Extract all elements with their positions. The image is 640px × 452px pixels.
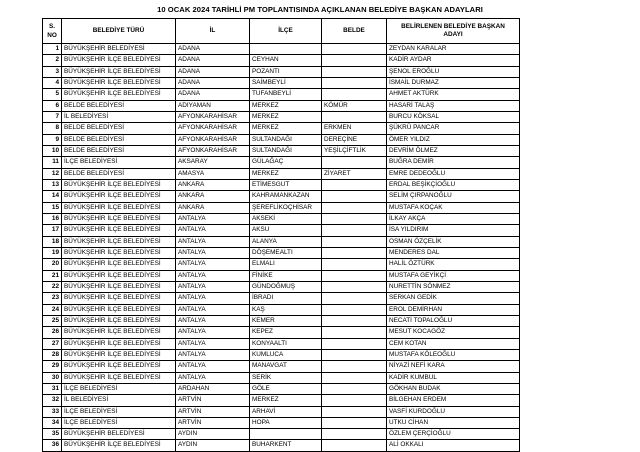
cell-aday: ÖZLEM ÇERÇİOĞLU [387, 429, 520, 440]
cell-aday: İLKAY AKÇA [387, 213, 520, 224]
cell-belediye-turu: BELDE BELEDİYESİ [62, 145, 176, 156]
table-row [43, 304, 520, 315]
cell-aday: MENDERES DAL [387, 247, 520, 258]
cell-belde [322, 89, 387, 100]
cell-aday: ERDAL BEŞİKÇİOĞLU [387, 179, 520, 190]
cell-belde [322, 259, 387, 270]
table-row [43, 383, 520, 394]
cell-belde [322, 191, 387, 202]
cell-belediye-turu: BÜYÜKŞEHİR BELEDİYESİ [62, 429, 176, 440]
cell-sira-no: 11 [43, 157, 62, 168]
cell-belediye-turu: BÜYÜKŞEHİR İLÇE BELEDİYESİ [62, 55, 176, 66]
cell-belediye-turu: İLÇE BELEDİYESİ [62, 406, 176, 417]
cell-aday: SELİM ÇIRPANOĞLU [387, 191, 520, 202]
column-header-sira-no [43, 19, 62, 44]
cell-belediye-turu: İLÇE BELEDİYESİ [62, 383, 176, 394]
cell-belde [322, 225, 387, 236]
cell-il: AYDIN [176, 429, 250, 440]
table-row [43, 259, 520, 270]
cell-belde [322, 270, 387, 281]
cell-sira-no: 15 [43, 202, 62, 213]
cell-belde [322, 406, 387, 417]
cell-ilce: AKSU [250, 225, 322, 236]
cell-il: ANTALYA [176, 259, 250, 270]
cell-il: ANTALYA [176, 247, 250, 258]
cell-sira-no: 31 [43, 383, 62, 394]
cell-belediye-turu: BÜYÜKŞEHİR İLÇE BELEDİYESİ [62, 213, 176, 224]
cell-il: AYDIN [176, 440, 250, 451]
cell-aday: SERKAN GEDİK [387, 293, 520, 304]
cell-ilce: CEYHAN [250, 55, 322, 66]
cell-belde [322, 338, 387, 349]
cell-aday: EMRE DEDEOĞLU [387, 168, 520, 179]
cell-belediye-turu: BÜYÜKŞEHİR İLÇE BELEDİYESİ [62, 191, 176, 202]
cell-belediye-turu: BÜYÜKŞEHİR İLÇE BELEDİYESİ [62, 77, 176, 88]
column-header-belde: BELDE [322, 19, 387, 44]
cell-sira-no: 25 [43, 315, 62, 326]
table-row [43, 55, 520, 66]
cell-ilce: AKSEKİ [250, 213, 322, 224]
cell-aday: DEVRİM ÖLMEZ [387, 145, 520, 156]
cell-ilce: ETİMESGUT [250, 179, 322, 190]
cell-belediye-turu: BÜYÜKŞEHİR BELEDİYESİ [62, 44, 176, 55]
cell-aday: ÖMER YILDIZ [387, 134, 520, 145]
column-header-aday-line1: BELİRLENEN BELEDİYE BAŞKAN [401, 22, 505, 30]
cell-belediye-turu: İLÇE BELEDİYESİ [62, 157, 176, 168]
cell-sira-no: 17 [43, 225, 62, 236]
cell-il: ANKARA [176, 191, 250, 202]
table-row [43, 191, 520, 202]
cell-belediye-turu: BELDE BELEDİYESİ [62, 123, 176, 134]
table-row [43, 111, 520, 122]
cell-belediye-turu: BÜYÜKŞEHİR İLÇE BELEDİYESİ [62, 338, 176, 349]
cell-sira-no: 22 [43, 281, 62, 292]
cell-belde [322, 157, 387, 168]
cell-belde [322, 429, 387, 440]
table-row [43, 293, 520, 304]
table-row [43, 417, 520, 428]
cell-ilce: HOPA [250, 417, 322, 428]
column-header-il: İL [176, 19, 250, 44]
cell-aday: MUSTAFA KOÇAK [387, 202, 520, 213]
cell-belde [322, 293, 387, 304]
cell-sira-no: 34 [43, 417, 62, 428]
cell-ilce: ALANYA [250, 236, 322, 247]
table-row [43, 123, 520, 134]
cell-il: AFYONKARAHİSAR [176, 145, 250, 156]
cell-belediye-turu: BÜYÜKŞEHİR İLÇE BELEDİYESİ [62, 361, 176, 372]
cell-sira-no: 35 [43, 429, 62, 440]
table-row [43, 406, 520, 417]
table-row [43, 100, 520, 111]
cell-il: ANTALYA [176, 236, 250, 247]
cell-belediye-turu: BÜYÜKŞEHİR İLÇE BELEDİYESİ [62, 293, 176, 304]
cell-ilce: SAİMBEYLİ [250, 77, 322, 88]
cell-sira-no: 32 [43, 395, 62, 406]
cell-il: ADANA [176, 89, 250, 100]
table-row [43, 270, 520, 281]
cell-il: AKSARAY [176, 157, 250, 168]
table-row [43, 372, 520, 383]
table-row [43, 349, 520, 360]
cell-sira-no: 33 [43, 406, 62, 417]
cell-aday: ŞENOL EROĞLU [387, 66, 520, 77]
cell-sira-no: 2 [43, 55, 62, 66]
cell-ilce: KAHRAMANKAZAN [250, 191, 322, 202]
cell-ilce: SERİK [250, 372, 322, 383]
table-row [43, 281, 520, 292]
cell-belde [322, 281, 387, 292]
cell-il: ARTVİN [176, 395, 250, 406]
cell-il: ANTALYA [176, 213, 250, 224]
cell-belde [322, 395, 387, 406]
cell-belediye-turu: BÜYÜKŞEHİR İLÇE BELEDİYESİ [62, 89, 176, 100]
cell-belediye-turu: İLÇE BELEDİYESİ [62, 417, 176, 428]
table-row [43, 145, 520, 156]
cell-aday: NİYAZİ NEFİ KARA [387, 361, 520, 372]
cell-ilce: GÖLE [250, 383, 322, 394]
table-row [43, 225, 520, 236]
cell-belde [322, 77, 387, 88]
cell-aday: MESUT KOCAGÖZ [387, 327, 520, 338]
cell-sira-no: 5 [43, 89, 62, 100]
cell-sira-no: 29 [43, 361, 62, 372]
cell-belediye-turu: İL BELEDİYESİ [62, 395, 176, 406]
cell-sira-no: 28 [43, 349, 62, 360]
cell-belde [322, 55, 387, 66]
cell-belediye-turu: BÜYÜKŞEHİR İLÇE BELEDİYESİ [62, 66, 176, 77]
cell-il: ANTALYA [176, 338, 250, 349]
cell-ilce: BUHARKENT [250, 440, 322, 451]
cell-ilce: ELMALI [250, 259, 322, 270]
cell-il: ANKARA [176, 179, 250, 190]
cell-il: AFYONKARAHİSAR [176, 123, 250, 134]
cell-sira-no: 4 [43, 77, 62, 88]
cell-sira-no: 3 [43, 66, 62, 77]
cell-belediye-turu: BÜYÜKŞEHİR İLÇE BELEDİYESİ [62, 270, 176, 281]
cell-aday: MUSTAFA GEYİKÇİ [387, 270, 520, 281]
cell-belediye-turu: BÜYÜKŞEHİR İLÇE BELEDİYESİ [62, 372, 176, 383]
cell-il: AMASYA [176, 168, 250, 179]
cell-sira-no: 16 [43, 213, 62, 224]
cell-il: ANTALYA [176, 349, 250, 360]
table-row [43, 89, 520, 100]
cell-sira-no: 24 [43, 304, 62, 315]
cell-aday: HASARİ TALAŞ [387, 100, 520, 111]
cell-belde: DEREÇİNE [322, 134, 387, 145]
cell-il: AFYONKARAHİSAR [176, 111, 250, 122]
cell-aday: AHMET AKTÜRK [387, 89, 520, 100]
cell-ilce: DÖŞEMEALTI [250, 247, 322, 258]
cell-sira-no: 20 [43, 259, 62, 270]
table-row [43, 77, 520, 88]
table-row [43, 338, 520, 349]
cell-il: ARTVİN [176, 417, 250, 428]
cell-belde [322, 315, 387, 326]
cell-ilce: SULTANDAĞI [250, 134, 322, 145]
cell-il: ADANA [176, 44, 250, 55]
table-row [43, 179, 520, 190]
cell-aday: MUSTAFA KÖLEOĞLU [387, 349, 520, 360]
cell-il: ANTALYA [176, 327, 250, 338]
cell-belediye-turu: BÜYÜKŞEHİR İLÇE BELEDİYESİ [62, 259, 176, 270]
cell-belde [322, 372, 387, 383]
cell-aday: KADİR KUMBUL [387, 372, 520, 383]
table-header-row [43, 19, 520, 44]
page-title: 10 OCAK 2024 TARİHLİ PM TOPLANTISINDA AÇIKLANAN BELEDİYE BAŞKAN ADAYLARI [157, 5, 483, 14]
candidates-table [42, 18, 520, 452]
cell-il: ADIYAMAN [176, 100, 250, 111]
cell-aday: GÖKHAN BUDAK [387, 383, 520, 394]
table-header [43, 19, 520, 44]
cell-il: ANTALYA [176, 315, 250, 326]
cell-aday: KADİR AYDAR [387, 55, 520, 66]
cell-belde: ERKMEN [322, 123, 387, 134]
cell-belde [322, 213, 387, 224]
table-row [43, 440, 520, 451]
cell-ilce [250, 44, 322, 55]
table-row [43, 361, 520, 372]
cell-il: ANTALYA [176, 304, 250, 315]
cell-aday: UTKU CİHAN [387, 417, 520, 428]
cell-sira-no: 27 [43, 338, 62, 349]
table-row [43, 157, 520, 168]
cell-sira-no: 18 [43, 236, 62, 247]
cell-belediye-turu: BÜYÜKŞEHİR İLÇE BELEDİYESİ [62, 225, 176, 236]
cell-il: ANKARA [176, 202, 250, 213]
cell-ilce: KAŞ [250, 304, 322, 315]
cell-aday: İSMAİL DURMAZ [387, 77, 520, 88]
cell-aday: BİLGEHAN ERDEM [387, 395, 520, 406]
cell-belediye-turu: BELDE BELEDİYESİ [62, 168, 176, 179]
cell-belediye-turu: İL BELEDİYESİ [62, 111, 176, 122]
cell-aday: HALİL ÖZTÜRK [387, 259, 520, 270]
cell-belde [322, 111, 387, 122]
cell-il: ANTALYA [176, 372, 250, 383]
cell-belde [322, 327, 387, 338]
cell-belediye-turu: BELDE BELEDİYESİ [62, 100, 176, 111]
cell-il: ANTALYA [176, 281, 250, 292]
cell-il: ARTVİN [176, 406, 250, 417]
cell-belediye-turu: BÜYÜKŞEHİR İLÇE BELEDİYESİ [62, 315, 176, 326]
cell-aday: İSA YILDIRIM [387, 225, 520, 236]
cell-sira-no: 6 [43, 100, 62, 111]
column-header-sira-no-line1: S. [48, 23, 56, 30]
cell-il: ADANA [176, 66, 250, 77]
cell-ilce: ARHAVİ [250, 406, 322, 417]
cell-aday: NECATİ TOPALOĞLU [387, 315, 520, 326]
column-header-sira-no-line2: NO [47, 32, 57, 39]
cell-belde [322, 236, 387, 247]
cell-sira-no: 9 [43, 134, 62, 145]
cell-ilce: GÜLAĞAÇ [250, 157, 322, 168]
cell-aday: ŞÜKRÜ PANCAR [387, 123, 520, 134]
cell-sira-no: 23 [43, 293, 62, 304]
cell-ilce: MERKEZ [250, 168, 322, 179]
table-row [43, 134, 520, 145]
cell-belediye-turu: BÜYÜKŞEHİR İLÇE BELEDİYESİ [62, 179, 176, 190]
cell-ilce [250, 429, 322, 440]
cell-sira-no: 19 [43, 247, 62, 258]
cell-belde: YEŞİLÇİFTLİK [322, 145, 387, 156]
cell-ilce: KEPEZ [250, 327, 322, 338]
column-header-aday [387, 19, 520, 44]
cell-sira-no: 21 [43, 270, 62, 281]
cell-ilce: İBRADI [250, 293, 322, 304]
cell-belediye-turu: BÜYÜKŞEHİR İLÇE BELEDİYESİ [62, 202, 176, 213]
cell-il: ANTALYA [176, 225, 250, 236]
column-header-ilce: İLÇE [250, 19, 322, 44]
cell-ilce: FİNİKE [250, 270, 322, 281]
table-row [43, 236, 520, 247]
cell-il: ARDAHAN [176, 383, 250, 394]
cell-ilce: GÜNDOĞMUŞ [250, 281, 322, 292]
cell-il: ADANA [176, 77, 250, 88]
cell-belediye-turu: BÜYÜKŞEHİR İLÇE BELEDİYESİ [62, 327, 176, 338]
column-header-aday-line2: ADAYI [443, 31, 463, 38]
cell-belediye-turu: BÜYÜKŞEHİR İLÇE BELEDİYESİ [62, 349, 176, 360]
cell-il: ANTALYA [176, 361, 250, 372]
cell-belde: ZİYARET [322, 168, 387, 179]
cell-belde [322, 247, 387, 258]
cell-belde [322, 44, 387, 55]
cell-belediye-turu: BÜYÜKŞEHİR İLÇE BELEDİYESİ [62, 304, 176, 315]
table-row [43, 315, 520, 326]
table-row [43, 327, 520, 338]
column-header-belediye-turu: BELEDİYE TÜRÜ [62, 19, 176, 44]
cell-aday: EROL DEMİRHAN [387, 304, 520, 315]
cell-il: ANTALYA [176, 293, 250, 304]
cell-belediye-turu: BELDE BELEDİYESİ [62, 134, 176, 145]
cell-belde: KÖMÜR [322, 100, 387, 111]
cell-sira-no: 7 [43, 111, 62, 122]
cell-belde [322, 349, 387, 360]
cell-aday: VASFİ KURDOĞLU [387, 406, 520, 417]
table-row [43, 213, 520, 224]
cell-sira-no: 13 [43, 179, 62, 190]
cell-il: ADANA [176, 55, 250, 66]
table-body [43, 44, 520, 452]
cell-belde [322, 440, 387, 451]
cell-sira-no: 36 [43, 440, 62, 451]
table-row [43, 168, 520, 179]
cell-belde [322, 417, 387, 428]
cell-belediye-turu: BÜYÜKŞEHİR İLÇE BELEDİYESİ [62, 281, 176, 292]
cell-ilce: TUFANBEYLİ [250, 89, 322, 100]
cell-sira-no: 12 [43, 168, 62, 179]
cell-sira-no: 14 [43, 191, 62, 202]
cell-sira-no: 1 [43, 44, 62, 55]
cell-il: ANTALYA [176, 270, 250, 281]
cell-ilce: KEMER [250, 315, 322, 326]
cell-belediye-turu: BÜYÜKŞEHİR İLÇE BELEDİYESİ [62, 247, 176, 258]
cell-ilce: MERKEZ [250, 100, 322, 111]
cell-ilce: MERKEZ [250, 395, 322, 406]
table-row [43, 395, 520, 406]
table-row [43, 66, 520, 77]
cell-belde [322, 361, 387, 372]
cell-belde [322, 304, 387, 315]
cell-aday: NURETTİN SÖNMEZ [387, 281, 520, 292]
cell-belediye-turu: BÜYÜKŞEHİR İLÇE BELEDİYESİ [62, 440, 176, 451]
table-row [43, 247, 520, 258]
cell-belediye-turu: BÜYÜKŞEHİR İLÇE BELEDİYESİ [62, 236, 176, 247]
cell-belde [322, 383, 387, 394]
table-row [43, 429, 520, 440]
table-row [43, 44, 520, 55]
cell-sira-no: 30 [43, 372, 62, 383]
cell-aday: BURCU KÖKSAL [387, 111, 520, 122]
cell-aday: ALİ OKKALI [387, 440, 520, 451]
table-row [43, 202, 520, 213]
cell-ilce: KONYAALTI [250, 338, 322, 349]
cell-belde [322, 66, 387, 77]
cell-ilce: ŞEREFLİKOÇHİSAR [250, 202, 322, 213]
cell-ilce: MANAVGAT [250, 361, 322, 372]
cell-il: AFYONKARAHİSAR [176, 134, 250, 145]
cell-aday: BUĞRA DEMİR [387, 157, 520, 168]
cell-sira-no: 26 [43, 327, 62, 338]
cell-sira-no: 10 [43, 145, 62, 156]
cell-aday: OSMAN ÖZÇELİK [387, 236, 520, 247]
cell-belde [322, 179, 387, 190]
cell-ilce: MERKEZ [250, 123, 322, 134]
cell-ilce: MERKEZ [250, 111, 322, 122]
cell-ilce: KUMLUCA [250, 349, 322, 360]
cell-aday: CEM KOTAN [387, 338, 520, 349]
cell-belde [322, 202, 387, 213]
cell-ilce: POZANTI [250, 66, 322, 77]
cell-sira-no: 8 [43, 123, 62, 134]
cell-ilce: SULTANDAĞI [250, 145, 322, 156]
cell-aday: ZEYDAN KARALAR [387, 44, 520, 55]
